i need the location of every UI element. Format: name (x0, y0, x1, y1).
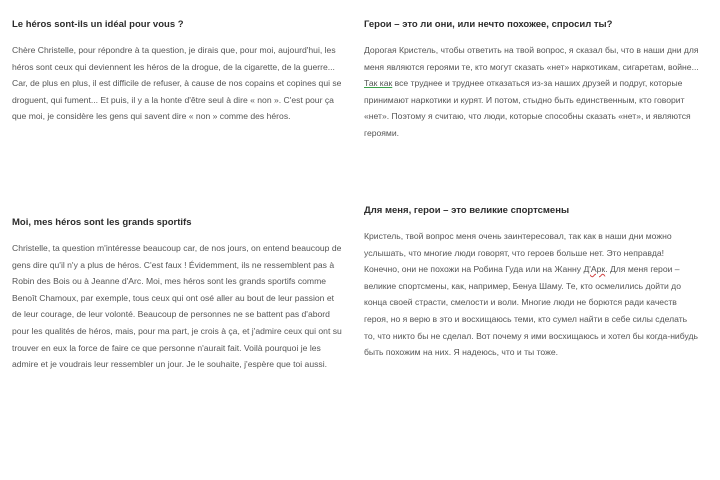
french-heading-2: Moi, mes héros sont les grands sportifs (12, 217, 192, 228)
russian-paragraph-2-part-b: . Для меня герои – великие спортсмены, как, например, Бенуа Шаму. Те, кто осмелились дойти до конца своей страсти, смелости и воли. Многие люди не борются ради качеств героя, но я верю в это и восхищаюсь теми, кто сумел найти в себе силы сделать то, что никто бы не сделал. Вот почему я ими восхищаюсь и хотел бы когда-нибудь быть похожим на них. Я надеюсь, что и ты тоже. (364, 264, 698, 358)
french-paragraph-2: Christelle, ta question m'intéresse beaucoup car, de nos jours, on entend beaucoup de gens dire qu'il n'y a plus de héros. C'est faux ! Évidemment, ils ne ressemblent pas à Robin des Bois ou à Jeanne d'Arc. Moi, mes héros sont les grands sportifs comme Benoît Chamoux, par exemple, tous ceux qui ont osé aller au bout de leur passion et de leur courage, de leur volonté. Beaucoup de personnes ne se battent pas d'abord pour les qualités de héros, mais, pour ma part, je crois à ça, et j'admire ceux qui ont su trouver en eux la force de faire ce que personne n'aurait fait. Voilà pourquoi je les admire et je voudrais leur ressembler un jour. Je le souhaite, j'espère que toi aussi. (12, 243, 342, 370)
french-section-1 (12, 18, 344, 125)
french-section-2 (12, 216, 344, 373)
spellcheck-flagged-word: Д'Арк (583, 264, 606, 275)
russian-section-1 (364, 18, 700, 142)
russian-paragraph-1-part-b: все труднее и труднее отказаться из-за наших друзей и подруг, которые принимают наркотики и курят. И потом, стыдно быть единственным, кто говорит «нет». Поэтому я считаю, что люди, которые способны сказать «нет», и являются героями. (364, 78, 691, 138)
russian-heading-2: Для меня, герои – это великие спортсмены (364, 205, 570, 216)
russian-heading-1: Герои – это ли они, или нечто похожее, спросил ты? (364, 19, 613, 30)
russian-paragraph-2 (364, 228, 700, 361)
russian-paragraph-1 (364, 42, 700, 142)
russian-paragraph-1-part-a: Дорогая Кристель, чтобы ответить на твой вопрос, я сказал бы, что в наши дни для меня являются героями те, кто могут сказать «нет» наркотикам, сигаретам, войне... (364, 45, 699, 72)
french-heading-1: Le héros sont-ils un idéal pour vous ? (12, 19, 184, 30)
highlighted-phrase: Так как (364, 78, 393, 89)
russian-paragraph-2-part-a: Кристель, твой вопрос меня очень заинтересовал, так как в наши дни можно услышать, что многие люди говорят, что героев больше нет. Это неправда! Конечно, они не похожи на Робина Гуда или на Жанну (364, 231, 672, 275)
russian-section-2 (364, 204, 700, 361)
french-paragraph-1: Chère Christelle, pour répondre à ta question, je dirais que, pour moi, aujourd'hui, les héros sont ceux qui deviennent les héros de la drogue, de la cigarette, de la guerre... Car, de plus en plus, il est difficile de refuser, à cause de nos copains et copines qui se droguent, qui fument... Et puis, il y a la honte d'être seul à dire « non ». C'est pour ça que moi, je considère les gens qui savent dire « non » comme des héros. (12, 45, 342, 122)
